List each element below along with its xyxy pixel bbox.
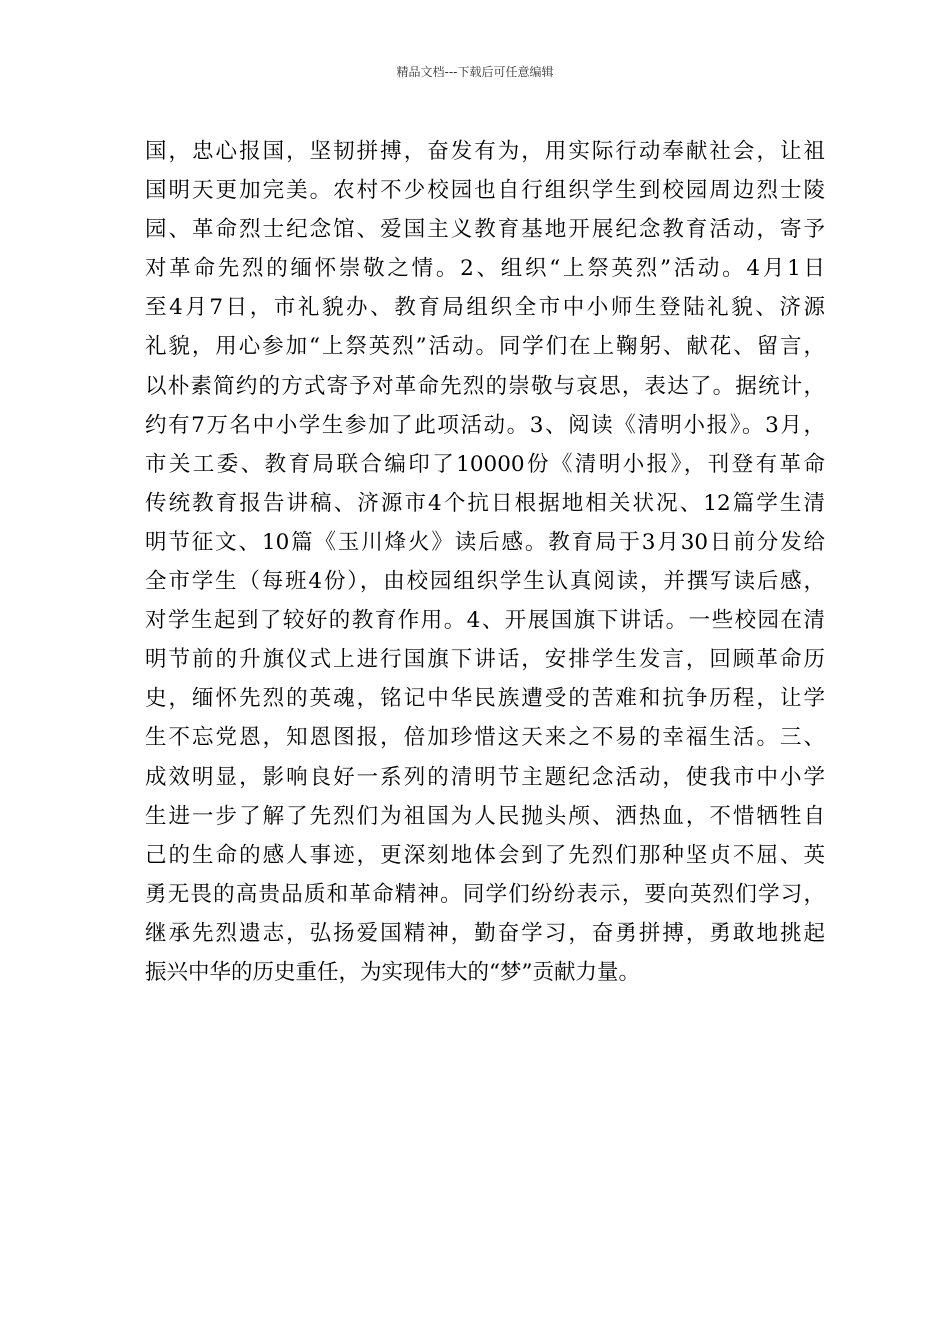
text-line: 明节征文、10篇《玉川烽火》读后感。教育局于3月30日前分发给 xyxy=(145,529,825,555)
page-header: 精品文档---下载后可任意编辑 xyxy=(396,65,554,79)
text-line: 明节前的升旗仪式上进行国旗下讲话，安排学生发言，回顾革命历 xyxy=(145,647,825,673)
text-line: 国明天更加完美。农村不少校园也自行组织学生到校园周边烈士陵 xyxy=(145,178,825,204)
text-line: 市关工委、教育局联合编印了10000份《清明小报》，刊登有革命 xyxy=(145,451,825,477)
body-text xyxy=(145,132,825,992)
text-line: 至4月7日，市礼貌办、教育局组织全市中小师生登陆礼貌、济源 xyxy=(145,295,825,321)
text-line: 国，忠心报国，坚韧拼搏，奋发有为，用实际行动奉献社会，让祖 xyxy=(145,139,825,164)
text-line: 史，缅怀先烈的英魂，铭记中华民族遭受的苦难和抗争历程，让学 xyxy=(145,686,825,712)
text-line: 生进一步了解了先烈们为祖国为人民抛头颅、洒热血，不惜牺牲自 xyxy=(145,803,825,829)
text-line: 对革命先烈的缅怀崇敬之情。2、组织“上祭英烈”活动。4月1日 xyxy=(145,256,825,282)
text-line: 以朴素简约的方式寄予对革命先烈的崇敬与哀思，表达了。据统计， xyxy=(145,373,825,399)
text-line: 振兴中华的历史重任，为实现伟大的“梦”贡献力量。 xyxy=(145,959,640,985)
text-line: 对学生起到了较好的教育作用。4、开展国旗下讲话。一些校园在清 xyxy=(145,608,825,634)
text-line: 成效明显，影响良好一系列的清明节主题纪念活动，使我市中小学 xyxy=(145,764,825,790)
text-line: 生不忘党恩，知恩图报，倍加珍惜这天来之不易的幸福生活。三、 xyxy=(145,725,825,751)
text-line: 继承先烈遗志，弘扬爱国精神，勤奋学习，奋勇拼搏，勇敢地挑起 xyxy=(145,920,825,946)
text-line: 全市学生（每班4份），由校园组织学生认真阅读，并撰写读后感， xyxy=(145,569,825,595)
text-line: 礼貌，用心参加“上祭英烈”活动。同学们在上鞠躬、献花、留言， xyxy=(145,334,825,360)
text-line: 己的生命的感人事迹，更深刻地体会到了先烈们那种坚贞不屈、英 xyxy=(145,842,825,868)
text-line: 约有7万名中小学生参加了此项活动。3、阅读《清明小报》。3月， xyxy=(145,412,825,438)
text-line: 勇无畏的高贵品质和革命精神。同学们纷纷表示，要向英烈们学习， xyxy=(145,881,825,907)
text-line: 园、革命烈士纪念馆、爱国主义教育基地开展纪念教育活动，寄予 xyxy=(145,217,825,243)
text-line: 传统教育报告讲稿、济源市4个抗日根据地相关状况、12篇学生清 xyxy=(145,490,825,516)
